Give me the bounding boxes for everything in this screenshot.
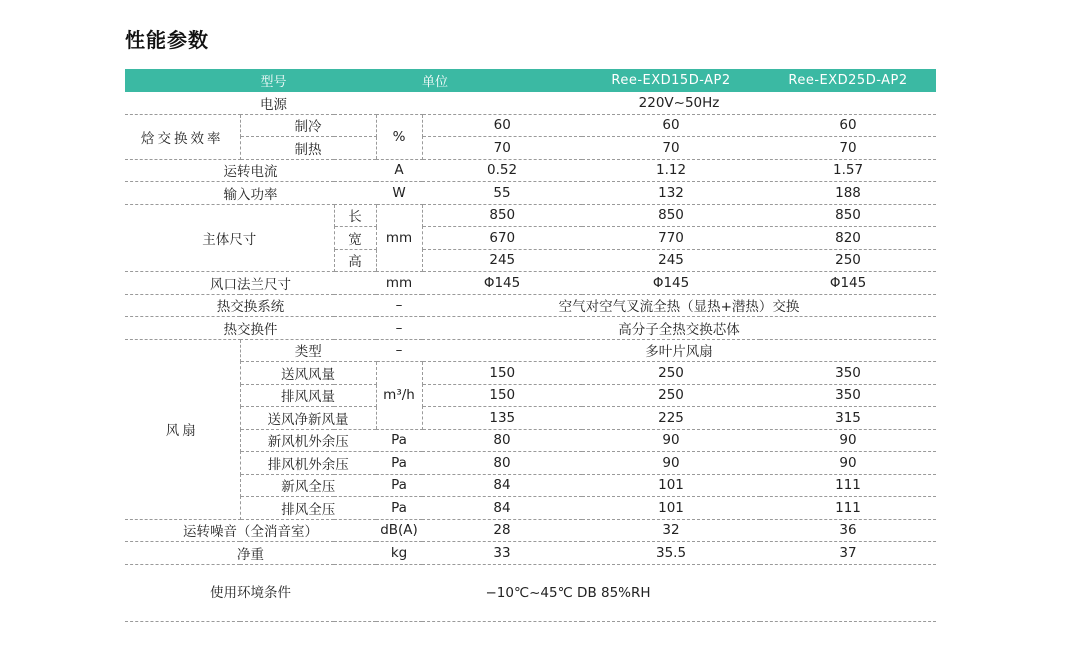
row-hx-system (125, 294, 936, 317)
exhaust-total-unit: Pa (376, 497, 422, 520)
header-model-1: Ree-EXD15D-AP2 (582, 69, 760, 92)
supply-air-label: 送风风量 (240, 362, 376, 385)
flange-label: 风口法兰尺寸 (125, 272, 376, 295)
enthalpy-label: 焓交换效率 (125, 114, 240, 159)
fresh-esp-1: 80 (422, 429, 582, 452)
dim-height-label: 高 (334, 249, 376, 272)
row-enthalpy-cooling (125, 114, 936, 137)
row-fresh-total (125, 474, 936, 497)
weight-3: 37 (760, 542, 936, 565)
fresh-total-2: 101 (582, 474, 760, 497)
row-fresh-esp (125, 429, 936, 452)
hx-part-label: 热交换件 (125, 317, 376, 340)
fan-type-label: 类型 (240, 339, 376, 362)
dim-length-2: 850 (582, 204, 760, 227)
enthalpy-cooling-2: 60 (582, 114, 760, 137)
row-noise (125, 519, 936, 542)
supply-air-3: 350 (760, 362, 936, 385)
row-current (125, 159, 936, 182)
row-environment (125, 564, 936, 621)
noise-3: 36 (760, 519, 936, 542)
hx-part-unit: – (376, 317, 422, 340)
exhaust-esp-label: 排风机外余压 (240, 452, 376, 475)
fresh-esp-3: 90 (760, 429, 936, 452)
fan-type-unit: – (376, 339, 422, 362)
weight-unit: kg (376, 542, 422, 565)
current-1: 0.52 (422, 159, 582, 182)
fresh-air-label: 送风净新风量 (240, 407, 376, 430)
environment-spacer (760, 564, 936, 621)
weight-2: 35.5 (582, 542, 760, 565)
row-dim-length (125, 204, 936, 227)
row-exhaust-total (125, 497, 936, 520)
input-power-2: 132 (582, 182, 760, 205)
supply-air-2: 250 (582, 362, 760, 385)
environment-label: 使用环境条件 (125, 564, 376, 621)
fresh-total-3: 111 (760, 474, 936, 497)
dim-height-1: 245 (422, 249, 582, 272)
exhaust-esp-2: 90 (582, 452, 760, 475)
hx-part-value: 高分子全热交换芯体 (422, 317, 936, 340)
airflow-unit: m³/h (376, 362, 422, 430)
current-unit: A (376, 159, 422, 182)
dim-length-label: 长 (334, 204, 376, 227)
input-power-1: 55 (422, 182, 582, 205)
hx-system-value: 空气对空气叉流全热（显热+潜热）交换 (422, 294, 936, 317)
row-exhaust-air (125, 384, 936, 407)
hx-system-unit: – (376, 294, 422, 317)
fresh-esp-2: 90 (582, 429, 760, 452)
fan-type-value: 多叶片风扇 (422, 339, 936, 362)
enthalpy-heating-2: 70 (582, 137, 760, 160)
enthalpy-heating-1: 70 (422, 137, 582, 160)
enthalpy-cooling-3: 60 (760, 114, 936, 137)
flange-3: Φ145 (760, 272, 936, 295)
row-supply-air (125, 362, 936, 385)
exhaust-total-2: 101 (582, 497, 760, 520)
row-input-power (125, 182, 936, 205)
exhaust-air-2: 250 (582, 384, 760, 407)
row-enthalpy-heating (125, 137, 936, 160)
input-power-3: 188 (760, 182, 936, 205)
noise-1: 28 (422, 519, 582, 542)
supply-air-1: 150 (422, 362, 582, 385)
exhaust-total-3: 111 (760, 497, 936, 520)
fresh-total-1: 84 (422, 474, 582, 497)
fresh-total-label: 新风全压 (240, 474, 376, 497)
exhaust-air-1: 150 (422, 384, 582, 407)
flange-2: Φ145 (582, 272, 760, 295)
input-power-label: 输入功率 (125, 182, 376, 205)
noise-2: 32 (582, 519, 760, 542)
spec-table (125, 69, 936, 622)
weight-1: 33 (422, 542, 582, 565)
row-exhaust-esp (125, 452, 936, 475)
fan-label: 风扇 (125, 339, 240, 519)
exhaust-air-3: 350 (760, 384, 936, 407)
row-flange (125, 272, 936, 295)
fresh-esp-unit: Pa (376, 429, 422, 452)
header-unit: 单位 (422, 69, 582, 92)
header-row (125, 69, 936, 92)
exhaust-air-label: 排风风量 (240, 384, 376, 407)
dim-width-1: 670 (422, 227, 582, 250)
enthalpy-cooling-1: 60 (422, 114, 582, 137)
flange-1: Φ145 (422, 272, 582, 295)
weight-label: 净重 (125, 542, 376, 565)
enthalpy-heating-3: 70 (760, 137, 936, 160)
hx-system-label: 热交换系统 (125, 294, 376, 317)
row-fresh-air (125, 407, 936, 430)
dim-width-3: 820 (760, 227, 936, 250)
dim-width-2: 770 (582, 227, 760, 250)
power-value: 220V~50Hz (422, 92, 936, 114)
exhaust-esp-1: 80 (422, 452, 582, 475)
exhaust-esp-unit: Pa (376, 452, 422, 475)
dimensions-label: 主体尺寸 (125, 204, 334, 272)
exhaust-total-1: 84 (422, 497, 582, 520)
enthalpy-heating-label: 制热 (240, 137, 376, 160)
fresh-air-2: 225 (582, 407, 760, 430)
flange-unit: mm (376, 272, 422, 295)
input-power-unit: W (376, 182, 422, 205)
header-model: 型号 (125, 69, 422, 92)
row-fan-type (125, 339, 936, 362)
page-title: 性能参数 (125, 28, 209, 52)
row-hx-part (125, 317, 936, 340)
enthalpy-cooling-label: 制冷 (240, 114, 376, 137)
environment-value: −10℃~45℃ DB 85%RH (376, 564, 760, 621)
fresh-air-1: 135 (422, 407, 582, 430)
noise-label: 运转噪音（全消音室） (125, 519, 376, 542)
power-label: 电源 (125, 92, 422, 114)
row-power (125, 92, 936, 114)
dim-height-2: 245 (582, 249, 760, 272)
dimensions-unit: mm (376, 204, 422, 272)
current-2: 1.12 (582, 159, 760, 182)
dim-width-label: 宽 (334, 227, 376, 250)
dim-length-1: 850 (422, 204, 582, 227)
fresh-total-unit: Pa (376, 474, 422, 497)
dim-height-3: 250 (760, 249, 936, 272)
row-weight (125, 542, 936, 565)
exhaust-esp-3: 90 (760, 452, 936, 475)
fresh-air-3: 315 (760, 407, 936, 430)
exhaust-total-label: 排风全压 (240, 497, 376, 520)
current-3: 1.57 (760, 159, 936, 182)
dim-length-3: 850 (760, 204, 936, 227)
fresh-esp-label: 新风机外余压 (240, 429, 376, 452)
enthalpy-unit: % (376, 114, 422, 159)
current-label: 运转电流 (125, 159, 376, 182)
header-model-2: Ree-EXD25D-AP2 (760, 69, 936, 92)
noise-unit: dB(A) (376, 519, 422, 542)
